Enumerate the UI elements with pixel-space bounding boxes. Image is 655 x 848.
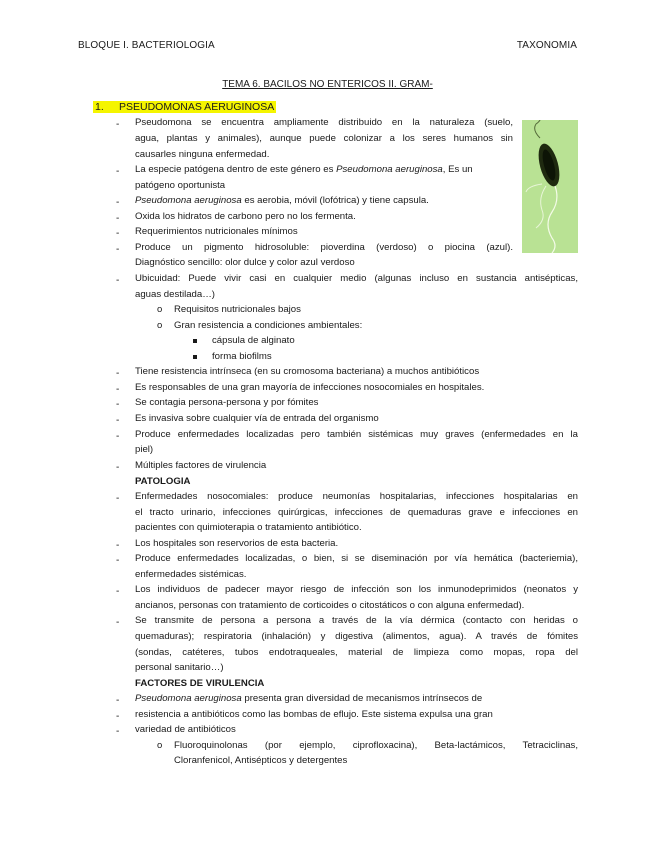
text-line: personal sanitario…) [135,662,224,673]
bullet-dash: - [116,586,120,597]
text-line: Produce enfermedades localizadas pero también sistémicas muy graves (enfermedades en la [135,429,578,440]
bullet-dash: - [116,399,120,410]
text-line: Es responsables de una gran mayoría de infecciones nosocomiales en hospitales. [135,382,485,393]
text-line: Es invasiva sobre cualquier vía de entrada del organismo [135,413,379,424]
bullet-dash: - [116,540,120,551]
text-line: (sondas, catéteres, tubos endotraqueales, material de limpieza como mopas, ropa del [135,647,578,658]
text-line: enfermedades sistémicas. [135,569,247,580]
text-line: Los hospitales son reservorios de esta bacteria. [135,538,339,549]
text-line: piel) [135,444,154,455]
text-line: Cloranfenicol, Antisépticos y detergentes [174,755,348,766]
bullet-dash: - [116,431,120,442]
bullet-dash: - [116,555,120,566]
text-line: Los individuos de padecer mayor riesgo de infección son los inmunodeprimidos (neonatos y [135,584,578,595]
text-line: Se contagia persona-persona y por fómites [135,397,319,408]
text-line: ancianos, personas con tratamiento de corticoides o citostáticos o con alguna enfermedad). [135,600,525,611]
bullet-dash: - [116,415,120,426]
text-line: forma biofilms [212,351,272,362]
text-line: Pseudomona aeruginosa es aerobia, móvil (lofótrica) y tiene capsula. [135,195,429,206]
text-line: Requisitos nutricionales bajos [174,304,301,315]
bullet-dash: - [116,368,120,379]
text-line: quemaduras); respiratoria (inhalación) y digestiva (alimentos, agua). A través de fómites [135,631,578,642]
text-line: Fluoroquinolonas (por ejemplo, ciprofloxacina), Beta-lactámicos, Tetraciclinas, [174,740,578,751]
section-heading [93,101,276,113]
header-left: BLOQUE I. BACTERIOLOGIA [78,40,215,51]
text-line: Tiene resistencia intrínseca (en su cromosoma bacteriana) a muchos antibióticos [135,366,480,377]
text-line: Requerimientos nutricionales mínimos [135,226,298,237]
bullet-circle: o [157,320,163,331]
text-line: Oxida los hidratos de carbono pero no los fermenta. [135,211,356,222]
header-right: TAXONOMIA [516,40,577,51]
bullet-dash: - [116,493,120,504]
bullet-dash: - [116,166,120,177]
text-line: el tracto urinario, infecciones quirúrgicas, infecciones de quemaduras grave e infecciones en [135,507,578,518]
text-line: causarles ninguna enfermedad. [135,149,270,160]
text-line: Pseudomona se encuentra ampliamente distribuido en la naturaleza (suelo, [135,117,513,128]
bullet-dash: - [116,197,120,208]
bullet-dash: - [116,695,120,706]
text-line: agua, plantas y animales), aunque puede colonizar a los seres humanos sin [135,133,513,144]
bullet-circle: o [157,304,163,315]
text-line: Múltiples factores de virulencia [135,460,267,471]
text-line: Ubicuidad: Puede vivir casi en cualquier medio (algunas incluso en sustancia antisépticas, [135,273,578,284]
text-line: Pseudomona aeruginosa presenta gran diversidad de mecanismos intrínsecos de [135,693,483,704]
bullet-square [193,355,197,359]
bullet-dash: - [116,384,120,395]
text-line: Produce enfermedades localizadas, o bien, si se diseminación por vía hemática (bacteriemia), [135,553,578,564]
bullet-dash: - [116,275,120,286]
bullet-dash: - [116,617,120,628]
section-number: 1. [93,101,117,113]
text-line: Se transmite de persona a persona a través de la vía dérmica (contacto con heridas o [135,615,578,626]
text-line: Gran resistencia a condiciones ambientales: [174,320,363,331]
text-line: cápsula de alginato [212,335,295,346]
text-line: Enfermedades nosocomiales: produce neumonías hospitalarias, infecciones hospitalarias en [135,491,578,502]
bullet-dash: - [116,213,120,224]
text-line: aguas destilada…) [135,289,215,300]
bullet-dash: - [116,462,120,473]
page-title: TEMA 6. BACILOS NO ENTERICOS II. GRAM- [222,79,433,90]
subheading-factores: FACTORES DE VIRULENCIA [135,678,265,689]
bullet-circle: o [157,740,163,751]
bullet-dash: - [116,228,120,239]
text-line: La especie patógena dentro de este género es Pseudomona aeruginosa, Es un [135,164,473,175]
bullet-dash: - [116,711,120,722]
bullet-dash: - [116,244,120,255]
text-line: pacientes con quimioterapia o tratamiento antibiótico. [135,522,362,533]
text-line: patógeno oportunista [135,180,226,191]
text-line: variedad de antibióticos [135,724,236,735]
subheading-patologia: PATOLOGIA [135,476,191,487]
text-line: resistencia a antibióticos como las bombas de eflujo. Este sistema expulsa una gran [135,709,493,720]
bullet-square [193,339,197,343]
section-label: PSEUDOMONAS AERUGINOSA [119,101,275,113]
bullet-dash: - [116,119,120,130]
text-line: Produce un pigmento hidrosoluble: pioverdina (verdoso) o piocina (azul). [135,242,513,253]
bullet-dash: - [116,726,120,737]
text-line: Diagnóstico sencillo: olor dulce y color azul verdoso [135,257,355,268]
